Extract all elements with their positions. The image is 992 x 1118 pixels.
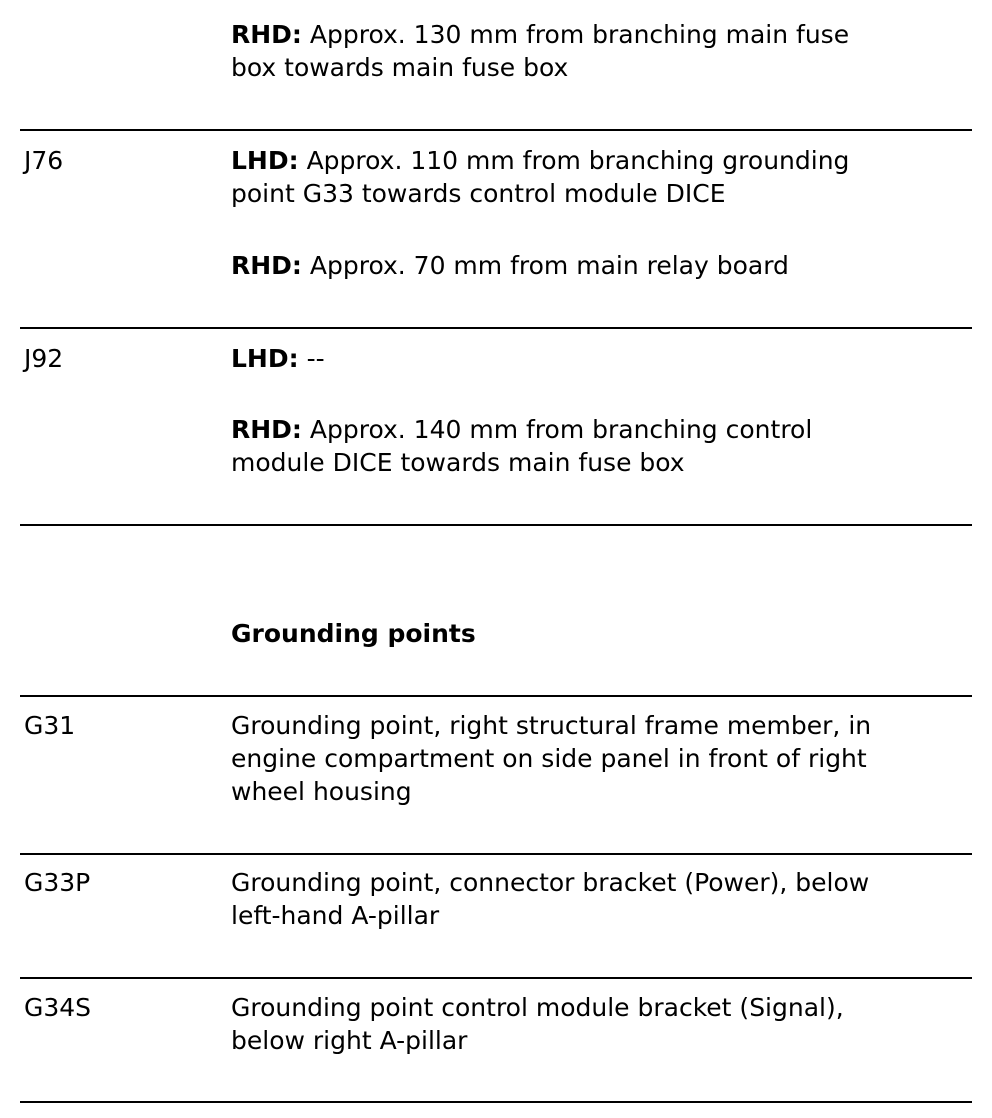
description-text: Approx. 70 mm from main relay board: [309, 251, 789, 280]
grounding-code: G31: [24, 711, 76, 740]
divider: [20, 524, 972, 526]
description-line: [231, 18, 961, 51]
divider: [20, 129, 972, 131]
row-description: [231, 249, 961, 282]
lhd-label: LHD:: [231, 344, 299, 373]
description-text: --: [306, 344, 325, 373]
description-line: [231, 249, 961, 282]
description-text: Approx. 130 mm from branching main fuse: [309, 20, 850, 49]
description-line: [231, 413, 961, 446]
description-text: Approx. 140 mm from branching control: [309, 415, 813, 444]
description-line: module DICE towards main fuse box: [231, 448, 685, 477]
description-line: below right A-pillar: [231, 1026, 468, 1055]
description-line: point G33 towards control module DICE: [231, 179, 726, 208]
grounding-description: [231, 991, 961, 1057]
description-line: Grounding point, right structural frame member, in: [231, 711, 872, 740]
lhd-label: LHD:: [231, 146, 299, 175]
divider: [20, 853, 972, 855]
description-line: left-hand A-pillar: [231, 901, 440, 930]
grounding-code: G33P: [24, 868, 91, 897]
description-line: wheel housing: [231, 777, 412, 806]
description-line: Grounding point, connector bracket (Power), below: [231, 868, 870, 897]
grounding-description: [231, 709, 961, 808]
description-line: [231, 144, 961, 177]
row-description: [231, 18, 961, 84]
description-line: Grounding point control module bracket (Signal),: [231, 993, 844, 1022]
description-line: box towards main fuse box: [231, 53, 569, 82]
grounding-code: G34S: [24, 993, 92, 1022]
row-description: [231, 144, 961, 210]
row-description: [231, 413, 961, 479]
rhd-label: RHD:: [231, 251, 302, 280]
row-description: [231, 342, 961, 375]
grounding-description: [231, 866, 961, 932]
description-line: engine compartment on side panel in front of right: [231, 744, 867, 773]
rhd-label: RHD:: [231, 20, 302, 49]
description-text: Approx. 110 mm from branching grounding: [306, 146, 850, 175]
rhd-label: RHD:: [231, 415, 302, 444]
section-heading: Grounding points: [231, 619, 476, 648]
connector-code: J76: [24, 146, 64, 175]
divider: [20, 327, 972, 329]
connector-code: J92: [24, 344, 64, 373]
divider: [20, 695, 972, 697]
divider: [20, 1101, 972, 1103]
description-line: [231, 342, 961, 375]
divider: [20, 977, 972, 979]
